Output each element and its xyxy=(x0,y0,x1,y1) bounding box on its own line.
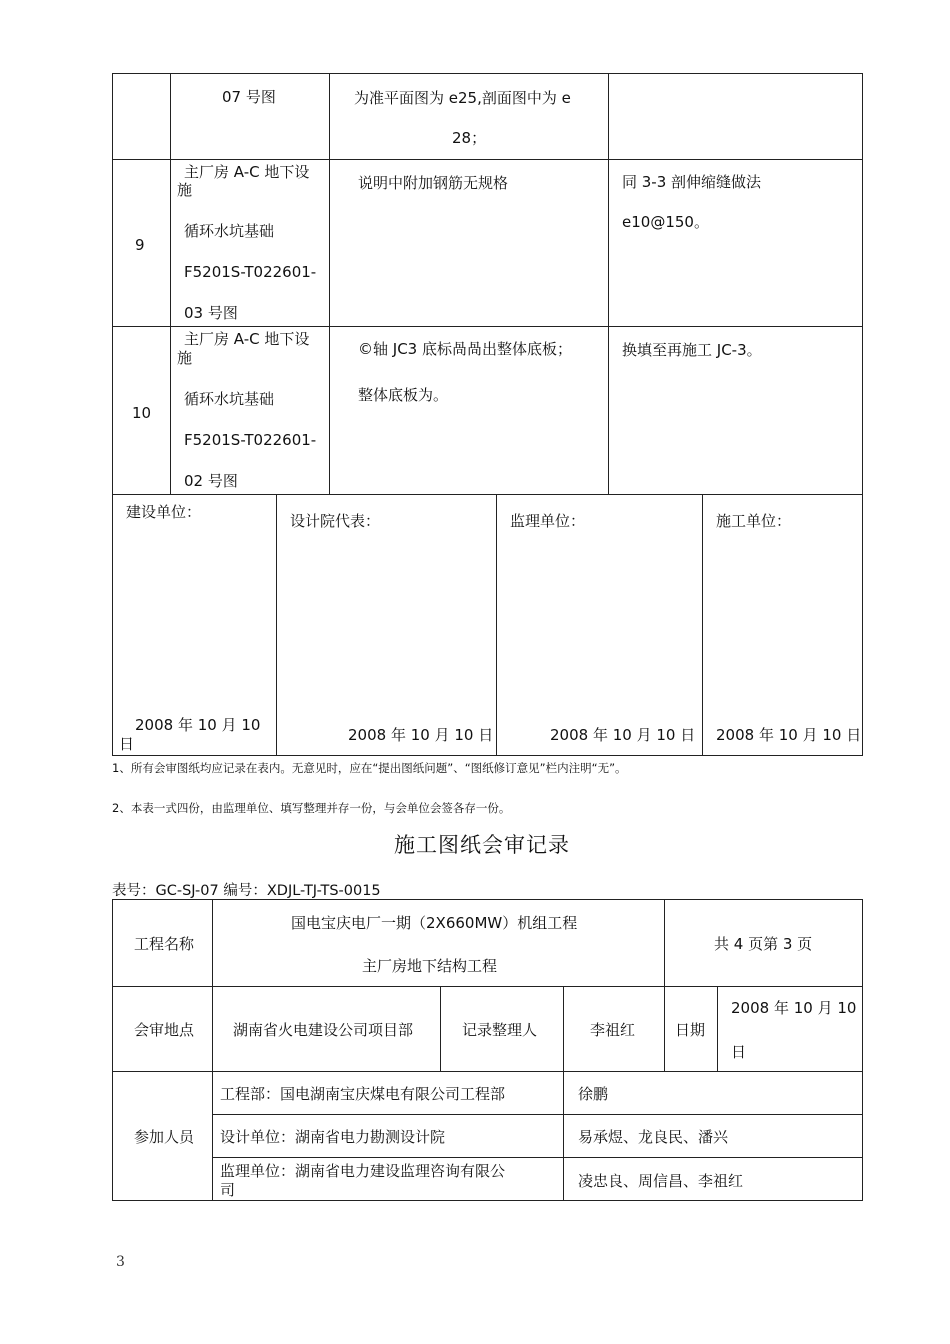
column-divider xyxy=(717,986,718,1071)
date-value: 日 xyxy=(731,1043,747,1061)
form-title: 施工图纸会审记录 xyxy=(394,833,570,857)
item-number: 9 xyxy=(135,236,145,254)
date-label: 日期 xyxy=(675,1021,706,1039)
date-value: 2008 年 10 月 10 xyxy=(731,999,857,1017)
participant-names: 徐鹏 xyxy=(578,1085,609,1103)
column-divider xyxy=(608,73,609,494)
issue-text: 28； xyxy=(452,129,487,147)
row-divider xyxy=(212,1157,862,1158)
project-name-value: 主厂房地下结构工程 xyxy=(362,957,498,975)
project-name-label: 工程名称 xyxy=(134,935,195,953)
drawing-code: F5201S-T022601- xyxy=(184,431,317,449)
supervision-signature-label: 监理单位： xyxy=(510,512,586,530)
construction-signature-date: 2008 年 10 月 10 日 xyxy=(716,726,862,744)
design-signature-label: 设计院代表： xyxy=(290,512,381,530)
location-value: 湖南省火电建设公司项目部 xyxy=(233,1021,414,1039)
table-border-top xyxy=(112,899,862,900)
participant-org: 工程部：国电湖南宝庆煤电有限公司工程部 xyxy=(220,1085,506,1103)
signature-divider xyxy=(702,494,703,755)
owner-signature-date: 2008 年 10 月 10 xyxy=(135,716,261,734)
recorder-label: 记录整理人 xyxy=(462,1021,538,1039)
participant-org: 监理单位：湖南省电力建设监理咨询有限公 xyxy=(220,1162,506,1180)
row-divider xyxy=(212,1114,862,1115)
drawing-name: 施 xyxy=(177,349,193,367)
opinion-text: 换填至再施工 JC-3。 xyxy=(622,341,762,359)
drawing-name: 主厂房 A-C 地下设 xyxy=(184,163,310,181)
column-divider xyxy=(440,986,441,1071)
drawing-code: F5201S-T022601- xyxy=(184,263,317,281)
row-divider xyxy=(112,494,862,495)
row-divider xyxy=(112,326,862,327)
issue-text: 说明中附加钢筋无规格 xyxy=(358,174,509,192)
recorder-value: 李祖红 xyxy=(590,1021,636,1039)
participant-names: 凌忠良、周信昌、李祖红 xyxy=(578,1172,744,1190)
page-number: 3 xyxy=(116,1254,125,1270)
drawing-name: 施 xyxy=(177,181,193,199)
owner-signature-label: 建设单位： xyxy=(126,503,202,521)
drawing-name: 主厂房 A-C 地下设 xyxy=(184,330,310,348)
table-border-right xyxy=(862,899,863,1201)
column-divider xyxy=(170,73,171,494)
form-number: 表号：GC-SJ-07 编号：XDJL-TJ-TS-0015 xyxy=(112,883,381,899)
participants-label: 参加人员 xyxy=(134,1128,195,1146)
footnote: 2、本表一式四份，由监理单位、填写整理并存一份，与会单位会签各存一份。 xyxy=(112,801,511,815)
column-divider xyxy=(329,73,330,494)
project-name-value: 国电宝庆电厂一期（2X660MW）机组工程 xyxy=(291,914,578,932)
drawing-number: 02 号图 xyxy=(184,472,238,490)
supervision-signature-date: 2008 年 10 月 10 日 xyxy=(550,726,696,744)
page-count: 共 4 页第 3 页 xyxy=(714,935,813,953)
table-border-bottom xyxy=(112,1200,862,1201)
participant-org: 司 xyxy=(220,1181,236,1199)
drawing-number: 03 号图 xyxy=(184,304,238,322)
opinion-text: 同 3-3 剖伸缩缝做法 xyxy=(622,173,762,191)
owner-signature-date: 日 xyxy=(119,735,135,753)
table-border-left xyxy=(112,899,113,1201)
table-border-bottom xyxy=(112,755,862,756)
item-number: 10 xyxy=(132,404,152,422)
issue-text: 整体底板为。 xyxy=(358,386,449,404)
drawing-name: 循环水坑基础 xyxy=(184,390,275,408)
construction-signature-label: 施工单位： xyxy=(716,512,792,530)
design-signature-date: 2008 年 10 月 10 日 xyxy=(348,726,494,744)
column-divider xyxy=(664,899,665,1071)
location-label: 会审地点 xyxy=(134,1021,195,1039)
signature-divider xyxy=(276,494,277,755)
issue-text: ©轴 JC3 底标咼咼出整体底板； xyxy=(358,340,572,358)
drawing-number: 07 号图 xyxy=(222,88,276,106)
signature-divider xyxy=(496,494,497,755)
participant-org: 设计单位：湖南省电力勘测设计院 xyxy=(220,1128,446,1146)
row-divider xyxy=(112,986,862,987)
table-border-right xyxy=(862,73,863,756)
opinion-text: e10@150。 xyxy=(622,213,709,231)
column-divider xyxy=(563,986,564,1201)
footnote: 1、所有会审图纸均应记录在表内。无意见时，应在“提出图纸问题”、“图纸修订意见”栏内注明“无”。 xyxy=(112,761,627,775)
table-border-top xyxy=(112,73,862,74)
row-divider xyxy=(112,1071,862,1072)
table-border-left xyxy=(112,73,113,756)
drawing-name: 循环水坑基础 xyxy=(184,222,275,240)
participant-names: 易承煜、龙良民、潘兴 xyxy=(578,1128,729,1146)
column-divider xyxy=(212,899,213,1201)
row-divider xyxy=(112,159,862,160)
issue-text: 为准平面图为 e25,剖面图中为 e xyxy=(354,89,571,107)
